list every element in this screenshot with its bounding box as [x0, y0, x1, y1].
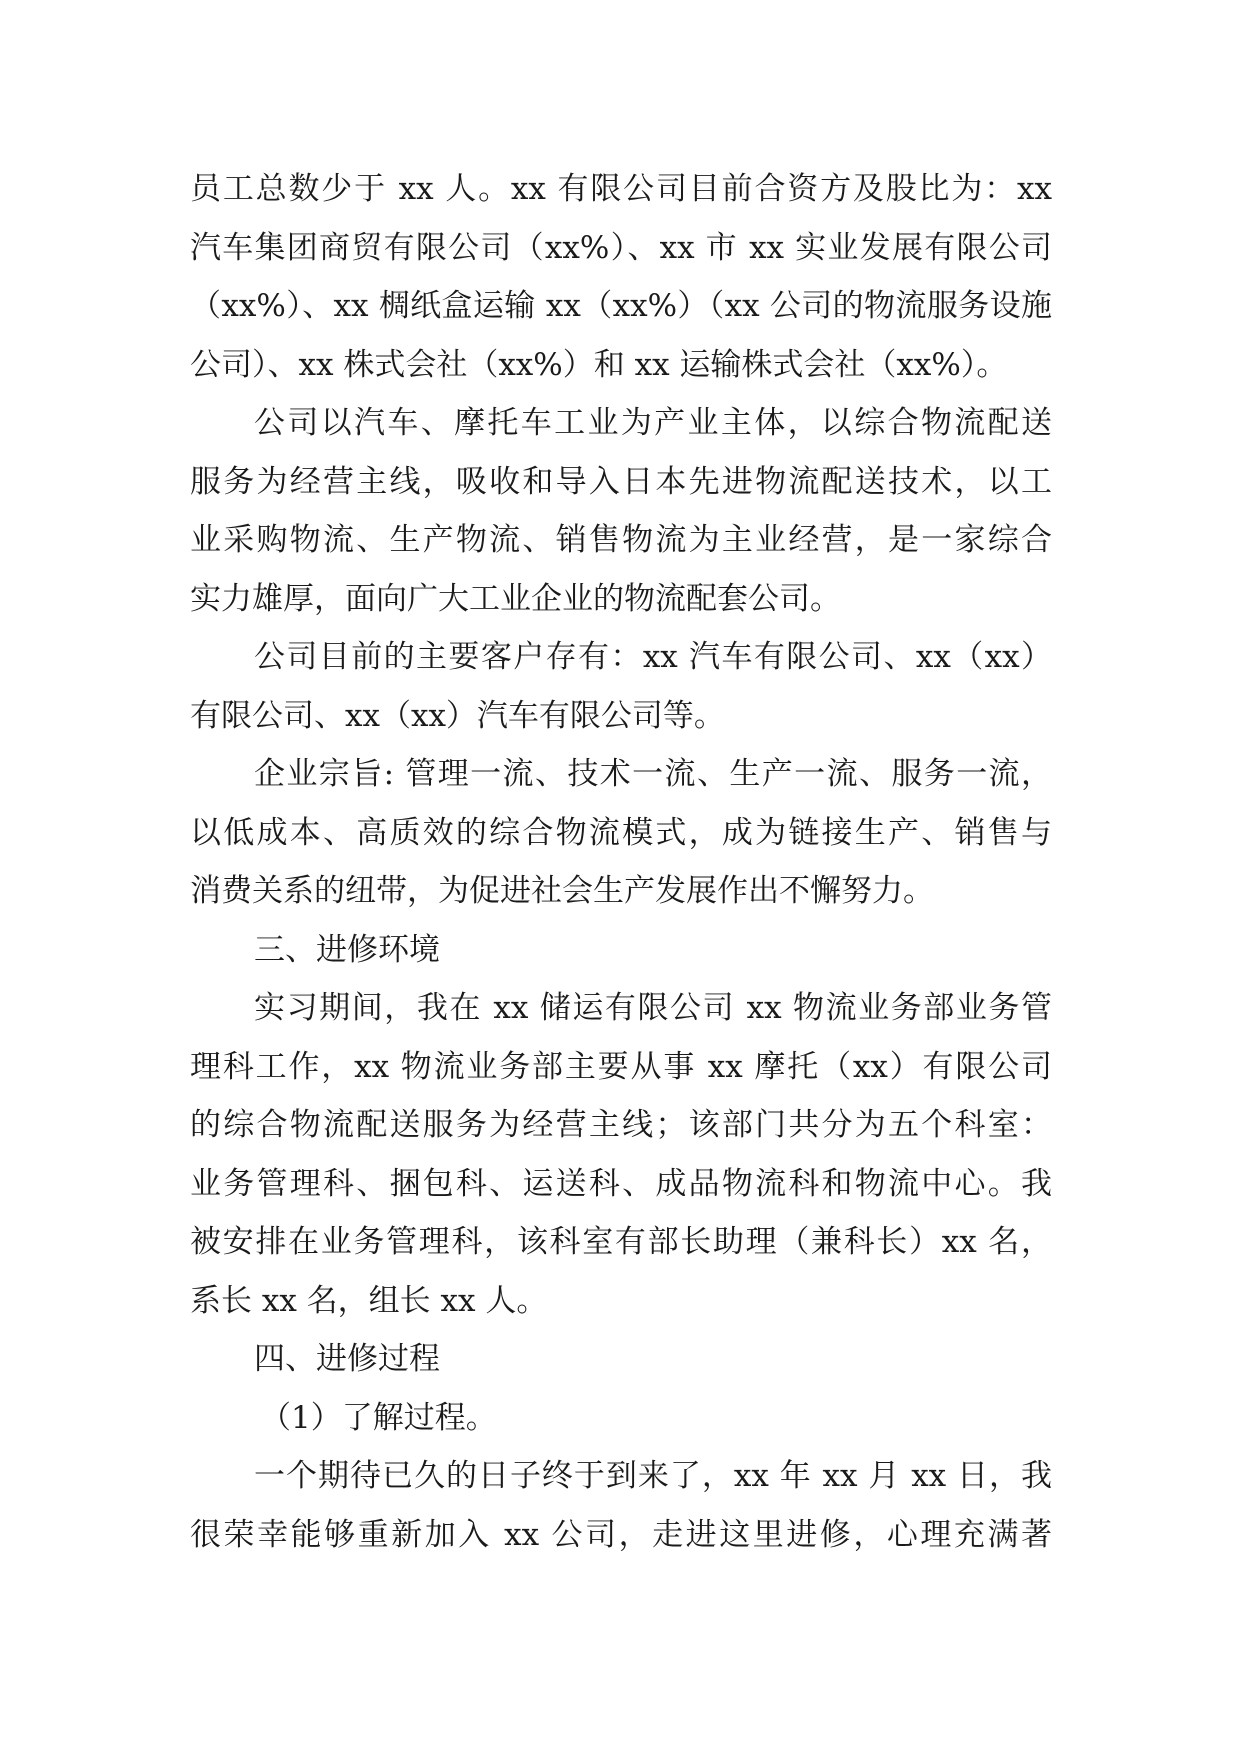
paragraph-first-line: 实习期间，我在 xx 储运有限公司 xx 物流业务部业务管: [254, 990, 1052, 1026]
text-line: 很荣幸能够重新加入 xx 公司，走进这里进修，心理充满著: [190, 1516, 1052, 1553]
text-line: 以低成本、高质效的综合物流模式，成为链接生产、销售与: [190, 814, 1052, 851]
text-line: 服务为经营主线，吸收和导入日本先进物流配送技术，以工: [190, 463, 1052, 500]
paragraph-first-line: 企业宗旨: 管理一流、技术一流、生产一流、服务一流，: [254, 756, 1052, 792]
text-line: 被安排在业务管理科，该科室有部长助理（兼科长）xx 名，: [190, 1224, 1052, 1260]
sub-heading: （1）了解过程。: [260, 1399, 497, 1436]
text-line: 消费关系的纽带，为促进社会生产发展作出不懈努力。: [190, 873, 934, 909]
text-line: 有限公司、xx（xx）汽车有限公司等。: [190, 697, 725, 734]
text-line: 员工总数少于 xx 人。xx 有限公司目前合资方及股比为：xx: [190, 171, 1052, 207]
text-line: 公司）、xx 株式会社（xx%）和 xx 运输株式会社（xx%）。: [190, 346, 1008, 383]
text-line: 业采购物流、生产物流、销售物流为主业经营，是一家综合: [190, 522, 1052, 558]
text-line: 系长 xx 名，组长 xx 人。: [190, 1282, 548, 1319]
text-line: （xx%）、xx 椆纸盒运输 xx（xx%）（xx 公司的物流服务设施: [190, 288, 1052, 324]
document-body: [190, 160, 1052, 1564]
text-line: 实力雄厚，面向广大工业企业的物流配套公司。: [190, 580, 841, 617]
text-line: 的综合物流配送服务为经营主线；该部门共分为五个科室：: [190, 1107, 1052, 1143]
section-heading: 三、进修环境: [254, 931, 440, 968]
paragraph-first-line: 公司以汽车、摩托车工业为产业主体，以综合物流配送: [254, 405, 1052, 441]
text-line: 理科工作，xx 物流业务部主要从事 xx 摩托（xx）有限公司: [190, 1048, 1052, 1085]
paragraph-first-line: 一个期待已久的日子终于到来了，xx 年 xx 月 xx 日，我: [254, 1458, 1052, 1494]
section-heading: 四、进修过程: [254, 1341, 440, 1377]
paragraph-first-line: 公司目前的主要客户存有：xx 汽车有限公司、xx（xx）: [254, 639, 1052, 675]
text-line: 业务管理科、捆包科、运送科、成品物流科和物流中心。我: [190, 1165, 1052, 1202]
text-line: 汽车集团商贸有限公司（xx%）、xx 市 xx 实业发展有限公司: [190, 229, 1052, 266]
